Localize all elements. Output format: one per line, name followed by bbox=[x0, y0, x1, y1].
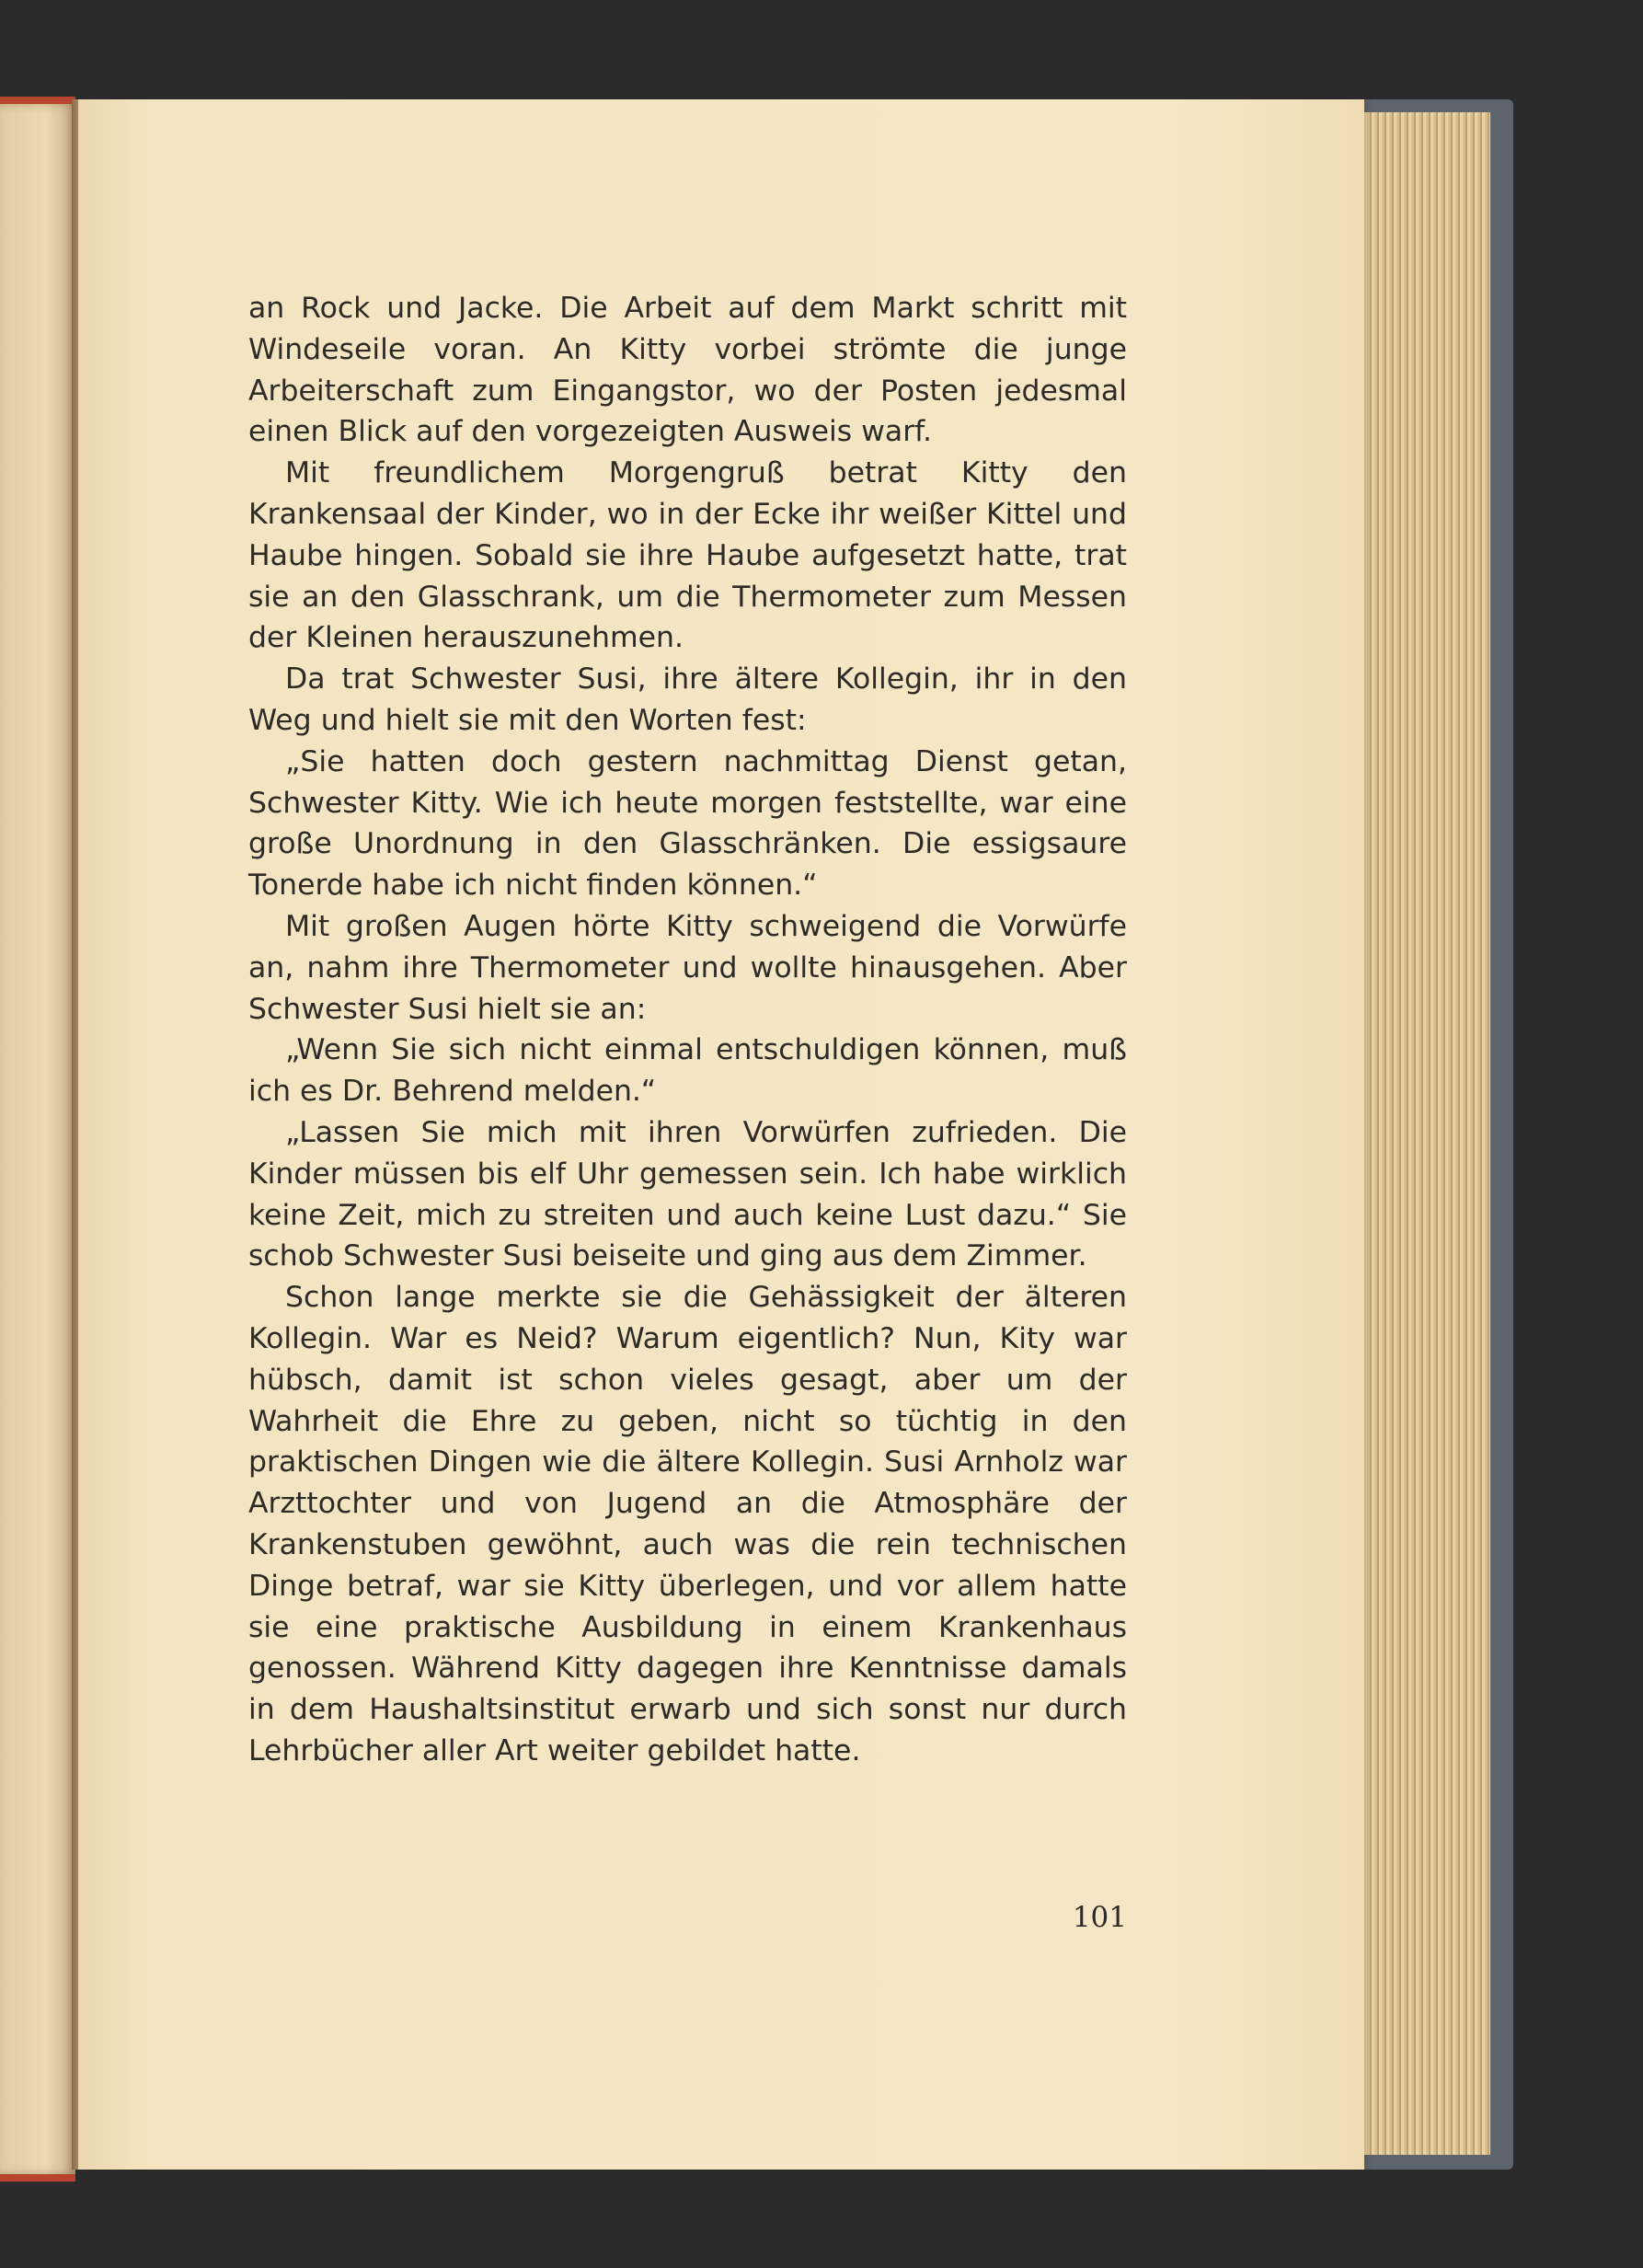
paragraph-2: Mit freundlichem Morgengruß betrat Kitty den Krankensaal der Kinder, wo in der Ecke ihr weißer Kittel und Haube hingen. Sobald sie ihre Haube aufgesetzt hatte, trat sie an den Glasschrank, um die Thermometer zum Messen der Kleinen herauszunehmen. bbox=[248, 456, 1127, 655]
paragraph-8: Schon lange merkte sie die Gehässigkeit der älteren Kollegin. War es Neid? Warum eigentlich? Nun, Kity war hübsch, damit ist schon vieles gesagt, aber um der Wahrheit die Ehre zu geben, nicht so tüchtig in den praktischen Dingen wie die ältere Kollegin. Susi Arnholz war Arzttochter und von Jugend an die Atmosphäre der Krankenstuben gewöhnt, auch was die rein technischen Dinge betraf, war sie Kitty überlegen, und vor allem hatte sie eine praktische Ausbildung in einem Krankenhaus genossen. Während Kitty dagegen ihre Kenntnisse damals in dem Haushaltsinstitut erwarb und sich sonst nur durch Lehrbücher aller Art weiter gebildet hatte. bbox=[248, 1281, 1127, 1767]
page-text bbox=[248, 288, 1127, 1772]
paragraph-7: „Lassen Sie mich mit ihren Vorwürfen zufrieden. Die Kinder müssen bis elf Uhr gemessen sein. Ich habe wirklich keine Zeit, mich zu streiten und auch keine Lust dazu.“ Sie schob Schwester Susi beiseite und ging aus dem Zimmer. bbox=[248, 1115, 1127, 1273]
paragraph-3: Da trat Schwester Susi, ihre ältere Kollegin, ihr in den Weg und hielt sie mit den Worten fest: bbox=[248, 662, 1127, 737]
paragraph-5: Mit großen Augen hörte Kitty schweigend die Vorwürfe an, nahm ihre Thermometer und wollte hinausgehen. Aber Schwester Susi hielt sie an: bbox=[248, 909, 1127, 1026]
paragraph-6: „Wenn Sie sich nicht einmal entschuldigen können, muß ich es Dr. Behrend melden.“ bbox=[248, 1033, 1127, 1109]
page-number: 101 bbox=[1072, 1901, 1127, 1934]
paragraph-4: „Sie hatten doch gestern nachmittag Dienst getan, Schwester Kitty. Wie ich heute morgen feststellte, war eine große Unordnung in den Glasschränken. Die essigsaure Tonerde habe ich nicht finden können.“ bbox=[248, 744, 1127, 903]
page-edges bbox=[1352, 112, 1490, 2155]
left-page-edge bbox=[0, 97, 75, 2182]
book-page bbox=[78, 99, 1364, 2170]
paragraph-1: an Rock und Jacke. Die Arbeit auf dem Markt schritt mit Windeseile voran. An Kitty vorbei strömte die junge Arbeiterschaft zum Eingangstor, wo der Posten jedesmal einen Blick auf den vorgezeigten Ausweis warf. bbox=[248, 292, 1127, 449]
